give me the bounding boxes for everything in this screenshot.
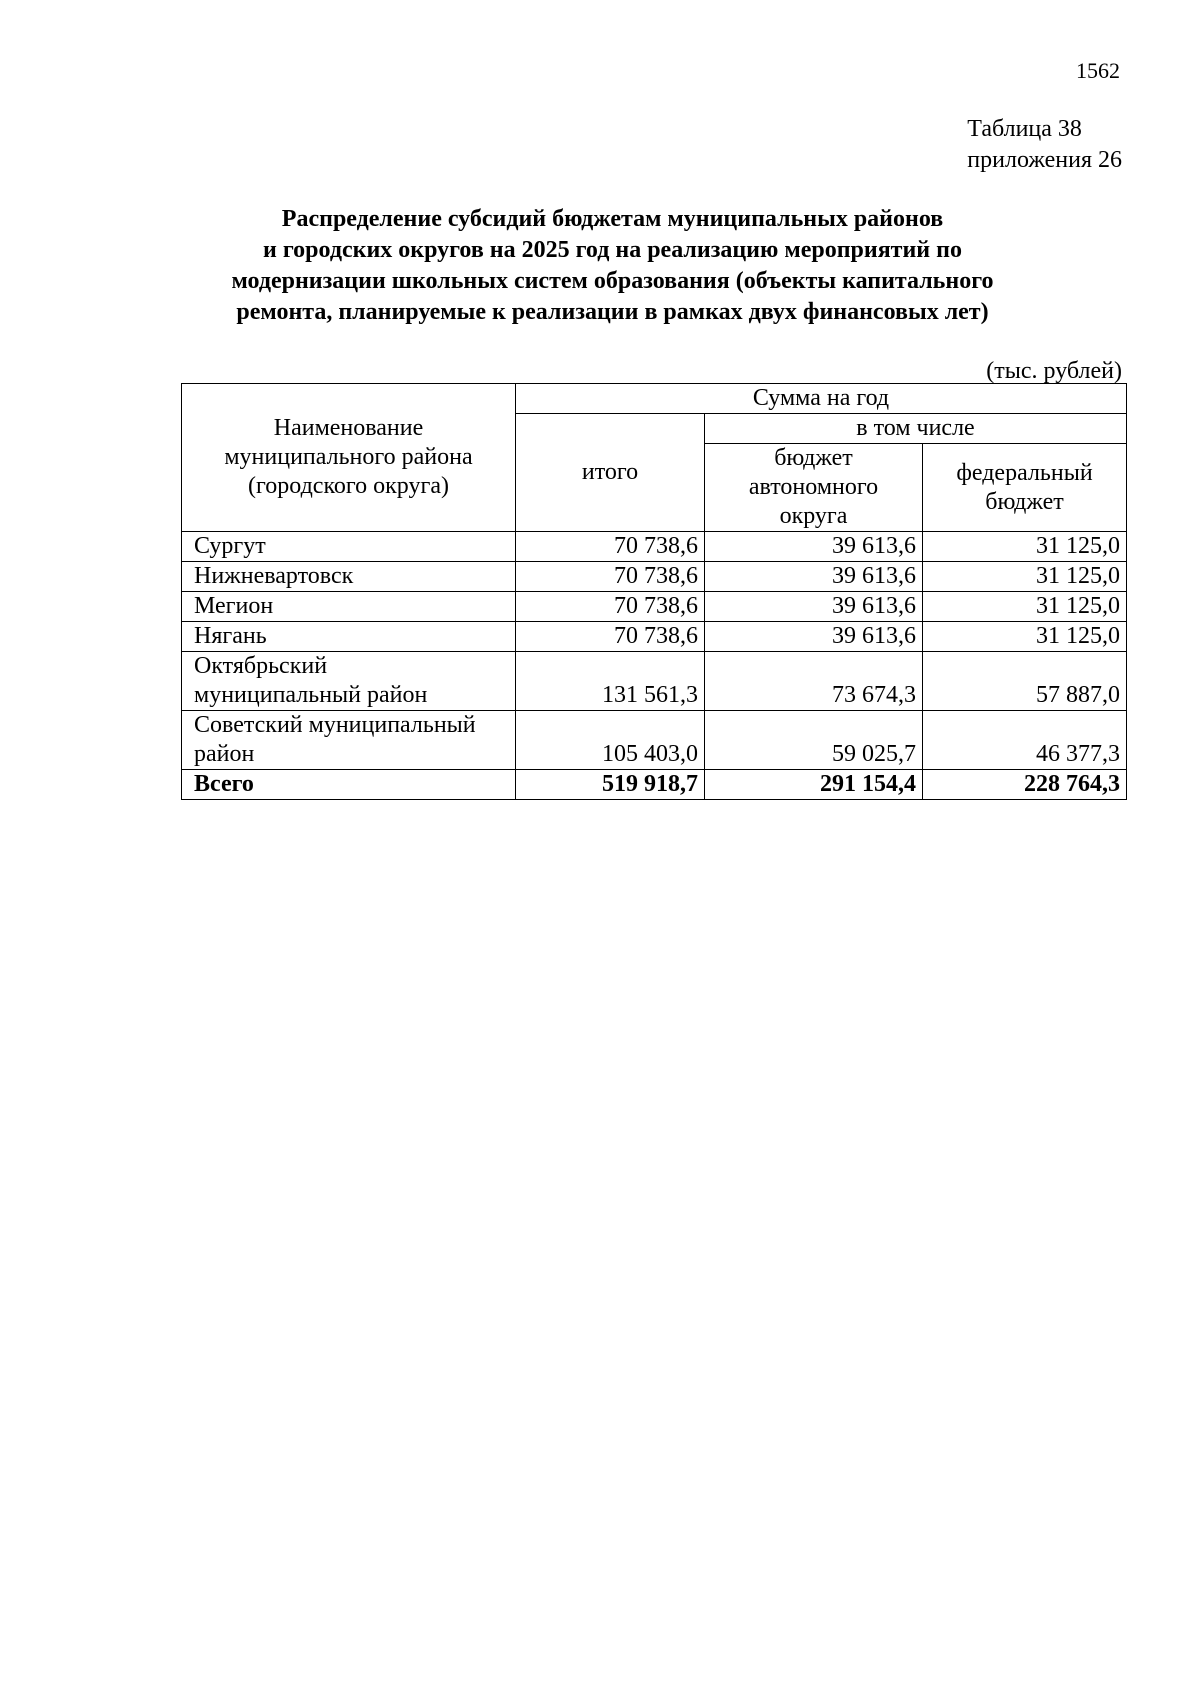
header-text-line: округа	[779, 503, 848, 529]
header-name-column	[182, 384, 516, 532]
table-reference-line: Таблица 38	[967, 116, 1082, 142]
grand-total-federal-cell: 228 764,3	[923, 770, 1127, 800]
table-row	[182, 711, 1127, 770]
row-federal-cell: 31 125,0	[923, 532, 1127, 562]
row-federal-cell: 31 125,0	[923, 592, 1127, 622]
header-text-line: (городского округа)	[248, 473, 449, 499]
table-reference	[967, 114, 1122, 176]
row-name-cell	[182, 711, 516, 770]
units-label: (тыс. рублей)	[986, 358, 1122, 384]
row-total-cell: 70 738,6	[516, 622, 705, 652]
header-text-line: автономного	[748, 474, 879, 500]
grand-total-okrug-cell: 291 154,4	[705, 770, 923, 800]
row-okrug-cell: 39 613,6	[705, 592, 923, 622]
table-row	[182, 592, 1127, 622]
row-name-line: район	[194, 741, 255, 767]
row-name-cell	[182, 532, 516, 562]
row-okrug-cell: 39 613,6	[705, 562, 923, 592]
row-total-cell: 105 403,0	[516, 711, 705, 770]
title-line: Распределение субсидий бюджетам муниципальных районов	[281, 206, 944, 232]
header-sum-per-year: Сумма на год	[516, 384, 1127, 414]
row-federal-cell: 46 377,3	[923, 711, 1127, 770]
table-row	[182, 652, 1127, 711]
header-federal-budget	[923, 444, 1127, 532]
row-name-cell	[182, 592, 516, 622]
header-text-line: федеральный	[956, 459, 1093, 486]
title-line: и городских округов на 2025 год на реализацию мероприятий по	[263, 237, 962, 263]
row-total-cell: 70 738,6	[516, 592, 705, 622]
header-row	[182, 384, 1127, 414]
document-title	[190, 204, 1035, 328]
header-total-column: итого	[516, 414, 705, 532]
header-text-line: муниципального района	[224, 444, 473, 470]
title-line: модернизации школьных систем образования (объекты капитального	[231, 268, 994, 294]
row-name-line: Сургут	[194, 533, 266, 559]
header-text-line: Наименование	[273, 415, 424, 441]
row-okrug-cell: 39 613,6	[705, 622, 923, 652]
table-row	[182, 562, 1127, 592]
header-including: в том числе	[705, 414, 1127, 444]
header-okrug-budget	[705, 444, 923, 532]
row-total-cell: 70 738,6	[516, 532, 705, 562]
table-row	[182, 532, 1127, 562]
row-name-line: Нягань	[194, 623, 267, 649]
row-name-line: Советский муниципальный	[194, 712, 476, 738]
table-row	[182, 622, 1127, 652]
row-name-line: Нижневартовск	[194, 563, 354, 589]
row-total-cell: 70 738,6	[516, 562, 705, 592]
row-total-cell: 131 561,3	[516, 652, 705, 711]
row-name-cell	[182, 622, 516, 652]
row-name-cell	[182, 562, 516, 592]
row-name-cell	[182, 652, 516, 711]
grand-total-cell: 519 918,7	[516, 770, 705, 800]
header-text-line: бюджет	[985, 488, 1064, 515]
row-okrug-cell: 73 674,3	[705, 652, 923, 711]
row-okrug-cell: 39 613,6	[705, 532, 923, 562]
row-okrug-cell: 59 025,7	[705, 711, 923, 770]
row-federal-cell: 31 125,0	[923, 562, 1127, 592]
row-name-line: Мегион	[194, 593, 274, 619]
row-federal-cell: 31 125,0	[923, 622, 1127, 652]
header-text-line: бюджет	[774, 445, 853, 471]
title-line: ремонта, планируемые к реализации в рамках двух финансовых лет)	[236, 299, 989, 325]
subsidies-table	[181, 383, 1127, 800]
page-number: 1562	[1076, 58, 1120, 83]
row-name-line: Октябрьский	[194, 653, 328, 679]
row-name-line: муниципальный район	[194, 682, 428, 708]
table-reference-line: приложения 26	[967, 147, 1122, 173]
row-federal-cell: 57 887,0	[923, 652, 1127, 711]
grand-total-row	[182, 770, 1127, 800]
grand-total-label: Всего	[182, 770, 516, 800]
